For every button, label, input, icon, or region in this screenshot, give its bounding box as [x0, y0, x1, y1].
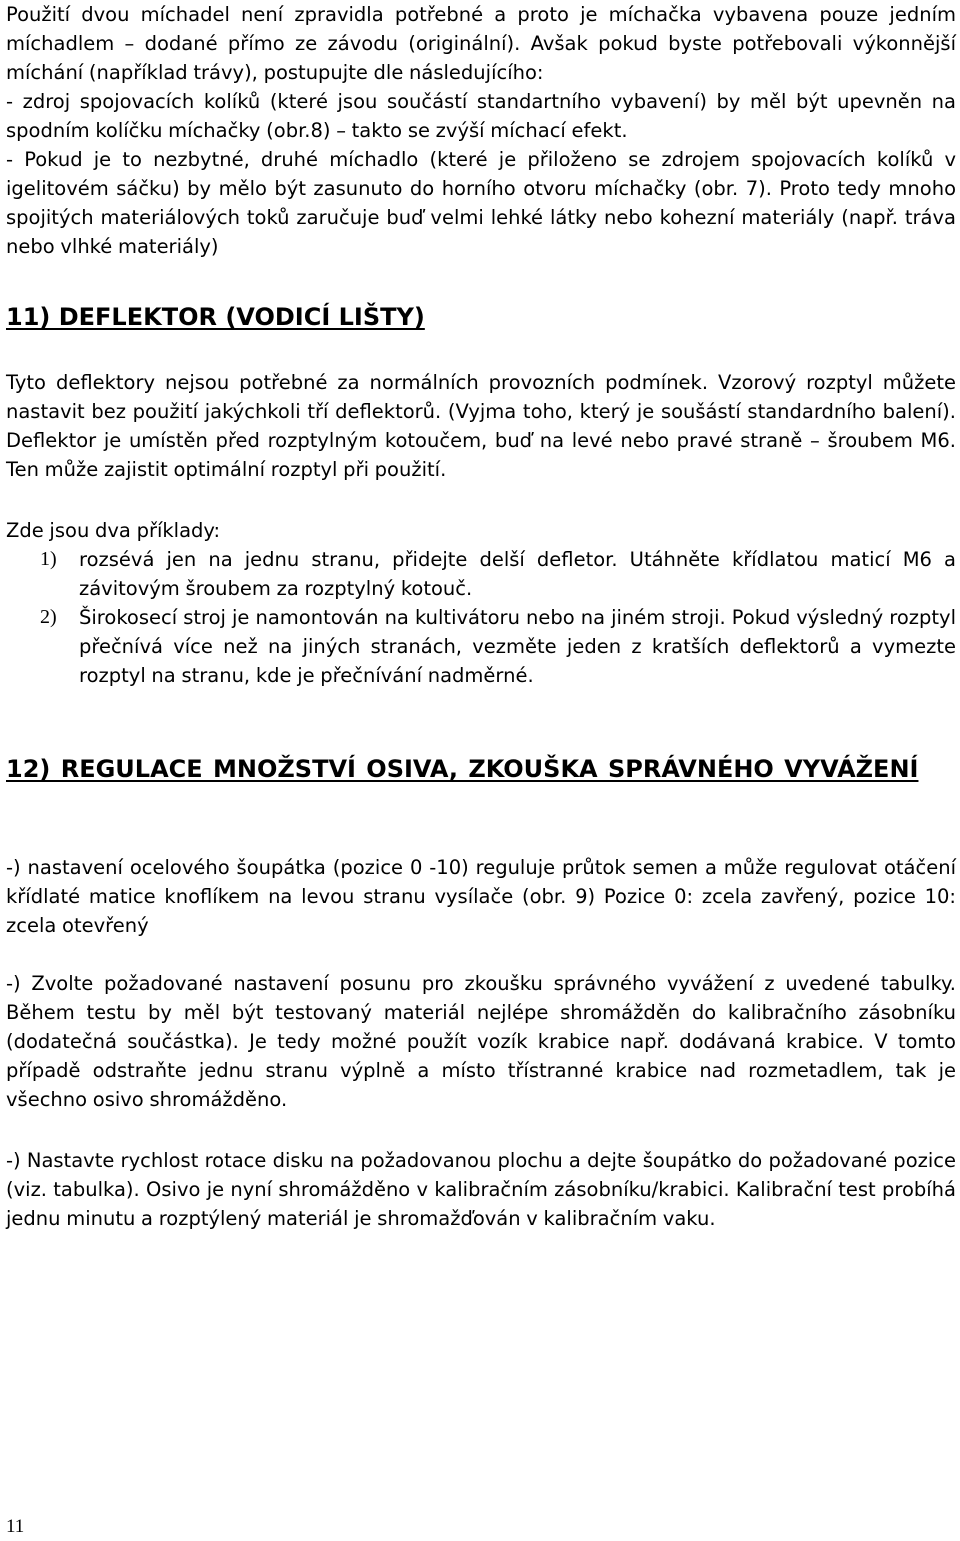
- example-text: Širokosecí stroj je namontován na kultivátoru nebo na jiném stroji. Pokud výsledný rozptyl přečnívá více než na jiných stranách, vezměte jeden z kratších deflektorů a vymezte rozptyl na stranu, kde je přečnívání nadměrné.: [79, 606, 956, 687]
- section-12-paragraph-test: -) Zvolte požadované nastavení posunu pro zkoušku správného vyvážení z uvedené tabulky. Během testu by měl být testovaný materiál nejlépe shromážděn do kalibračního zásobníku (dodatečná součástka). Je tedy možné použít vozík krabice např. dodávaná krabice. V tomto případě odstraňte jednu stranu výplně a místo třístranné krabice nad rozmetadlem, tak je všechno osivo shromážděno.: [6, 972, 956, 1111]
- example-item-1: [6, 545, 956, 603]
- page-number: 11: [6, 1516, 25, 1537]
- intro-item-second-agitator: - Pokud je to nezbytné, druhé míchadlo (které je přiloženo se zdrojem spojovacích kolíků v igelitovém sáčku) by mělo být zasunuto do horního otvoru míchačky (obr. 7). Proto tedy mnoho spojitých materiálových toků zaručuje buď velmi lehké látky nebo kohezní materiály (např. tráva nebo vlhké materiály): [6, 148, 956, 258]
- example-number: 2): [40, 606, 57, 628]
- examples-list: [6, 545, 956, 690]
- section-12-paragraph-slider: -) nastavení ocelového šoupátka (pozice 0 -10) reguluje průtok semen a může regulovat otáčení křídlaté matice knoflíkem na levou stranu vysílače (obr. 9) Pozice 0: zcela zavřený, pozice 10: zcela otevřený: [6, 856, 956, 937]
- section-12-heading: 12) REGULACE MNOŽSTVÍ OSIVA, ZKOUŠKA SPRÁVNÉHO VYVÁŽENÍ: [6, 755, 919, 783]
- section-11-paragraph: Tyto deflektory nejsou potřebné za normálních provozních podmínek. Vzorový rozptyl můžete nastavit bez použití jakýchkoli tří deflektorů. (Vyjma toho, který je soušástí standardního balení). Deflektor je umístěn před rozptylným kotoučem, buď na levé nebo pravé straně – šroubem M6. Ten může zajistit optimální rozptyl při použití.: [6, 371, 956, 481]
- section-11-heading: 11) DEFLEKTOR (VODICÍ LIŠTY): [6, 303, 425, 331]
- intro-item-coupling-pins: - zdroj spojovacích kolíků (které jsou součástí standartního vybavení) by měl být upevněn na spodním kolíčku míchačky (obr.8) – takto se zvýší míchací efekt.: [6, 90, 956, 142]
- example-number: 1): [40, 548, 57, 570]
- section-12-paragraph-rotation: -) Nastavte rychlost rotace disku na požadovanou plochu a dejte šoupátko do požadované pozice (viz. tabulka). Osivo je nyní shromážděno v kalibračním zásobníku/krabici. Kalibrační test probíhá jednu minutu a rozptýlený materiál je shromažďován v kalibračním vaku.: [6, 1149, 956, 1230]
- example-text: rozsévá jen na jednu stranu, přidejte delší defletor. Utáhněte křídlatou maticí M6 a závitovým šroubem za rozptylný kotouč.: [79, 548, 956, 600]
- example-item-2: [6, 603, 956, 690]
- intro-paragraph: Použití dvou míchadel není zpravidla potřebné a proto je míchačka vybavena pouze jedním míchadlem – dodané přímo ze závodu (originální). Avšak pokud byste potřebovali výkonnější míchání (například trávy), postupujte dle následujícího:: [6, 3, 956, 84]
- examples-intro: Zde jsou dva příklady:: [6, 519, 221, 542]
